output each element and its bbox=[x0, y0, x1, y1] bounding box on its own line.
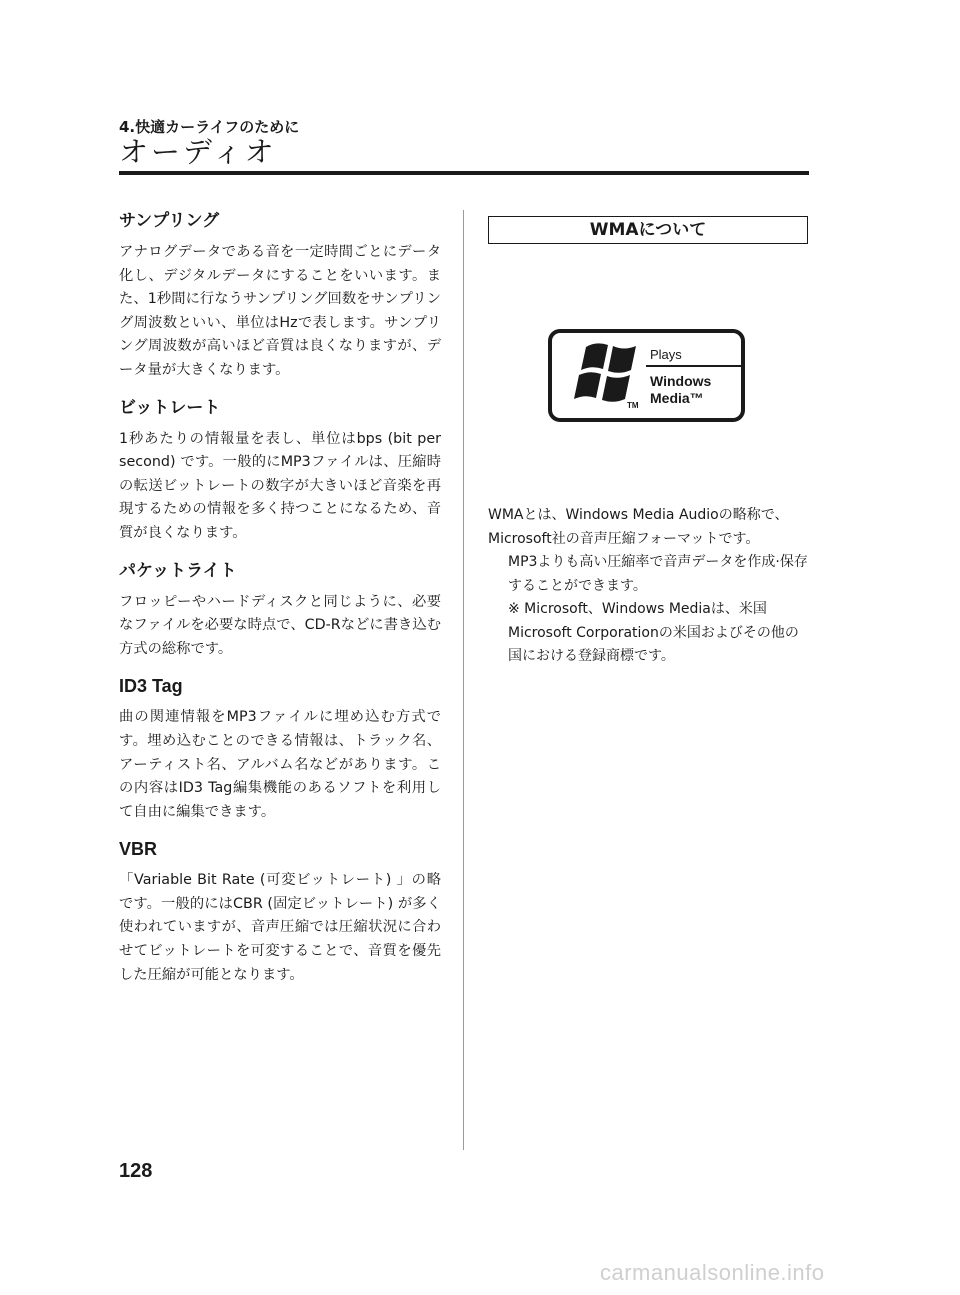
section-vbr bbox=[119, 836, 441, 987]
logo-plays: Plays bbox=[650, 347, 682, 362]
watermark: carmanualsonline.info bbox=[600, 1260, 825, 1285]
page-title: オーディオ bbox=[119, 135, 277, 169]
section-heading: ID3 Tag bbox=[119, 676, 183, 697]
wma-paragraph-2: Microsoft社の音声圧縮フォーマットです。 bbox=[488, 530, 760, 547]
wma-description bbox=[488, 504, 810, 669]
title-rule bbox=[119, 171, 809, 175]
logo-line1: Windows bbox=[650, 373, 712, 389]
section-heading: サンプリング bbox=[119, 211, 220, 231]
section-packet-write bbox=[119, 558, 441, 662]
wma-paragraph-1: WMAとは、Windows Media Audioの略称で、 bbox=[488, 507, 789, 523]
section-body: フロッピーやハードディスクと同じように、必要なファイルを必要な時点で、CD-Rなどに書き込む方式の総称です。 bbox=[119, 593, 441, 657]
logo-tm: TM bbox=[627, 401, 639, 410]
section-bitrate bbox=[119, 395, 441, 546]
section-body: アナログデータである音を一定時間ごとにデータ化し、デジタルデータにすることをいいます。また、1秒間に行なうサンプリング回数をサンプリング周波数といい、単位はHzで表します。サンプリング周波数が高いほど音質は良くなりますが、データ量が大きくなります。 bbox=[119, 244, 441, 378]
section-heading: VBR bbox=[119, 839, 158, 860]
wma-paragraph-3: MP3よりも高い圧縮率で音声データを作成·保存することができます。 bbox=[508, 554, 808, 594]
glossary-column bbox=[119, 208, 441, 999]
plays-windows-media-logo bbox=[548, 329, 745, 422]
wma-trademark-note: ※ Microsoft、Windows Mediaは、米国Microsoft Corporationの米国およびその他の国における登録商標です。 bbox=[508, 601, 799, 664]
page-number: 128 bbox=[119, 1160, 153, 1182]
section-body: 曲の関連情報をMP3ファイルに埋め込む方式です。埋め込むことのできる情報は、トラック名、アーティスト名、アルバム名などがあります。この内容はID3 Tag編集機能のあるソフトを利用して自由に編集できます。 bbox=[119, 709, 441, 820]
chapter-label: 4.快適カーライフのために bbox=[119, 118, 300, 136]
logo-line2: Media™ bbox=[650, 390, 704, 406]
section-heading: パケットライト bbox=[119, 560, 237, 581]
column-divider bbox=[463, 210, 464, 1150]
section-body: 「Variable Bit Rate (可変ビットレート) 」の略です。一般的にはCBR (固定ビットレート) が多く使われていますが、音声圧縮では圧縮状況に合わせてビットレートを可変することで、音質を優先した圧縮が可能となります。 bbox=[119, 872, 441, 983]
windows-flag-icon bbox=[552, 333, 741, 418]
section-heading: ビットレート bbox=[119, 397, 221, 418]
section-sampling bbox=[119, 208, 441, 383]
section-id3-tag bbox=[119, 673, 441, 824]
wma-heading: WMAについて bbox=[488, 216, 808, 244]
section-body: 1秒あたりの情報量を表し、単位はbps (bit per second) です。一般的にMP3ファイルは、圧縮時の転送ビットレートの数字が大きいほど音楽を再現するための情報を多く持つことになるため、音質が良くなります。 bbox=[119, 430, 441, 541]
